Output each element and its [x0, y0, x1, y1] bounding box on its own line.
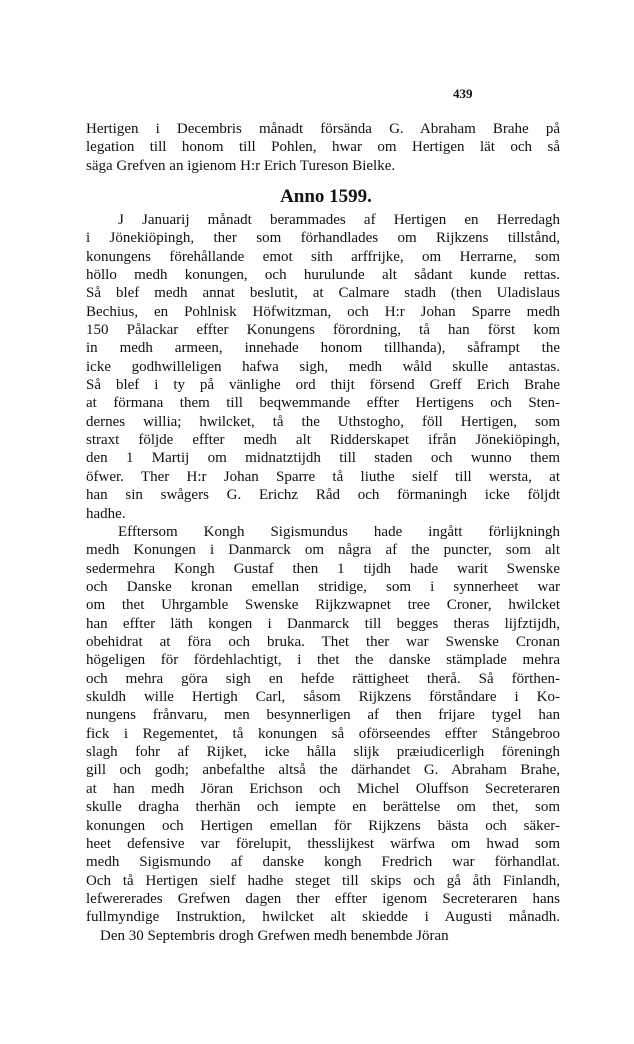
text-line: hadhe. — [86, 505, 126, 522]
text-line: och mehra göra sigh en hefde rättigheet therå. Så förthen- — [86, 670, 560, 687]
heading-text: Anno 1599. — [280, 186, 372, 207]
text-line: Hertigen i Decembris månadt försända G. Abraham Brahe på — [86, 121, 560, 137]
intro-paragraph — [86, 120, 560, 175]
text-line: J Januarij månadt berammades af Hertigen en Herredagh — [118, 212, 560, 228]
text-line: och Danske kronan emellan stridige, som i synnerheet war — [86, 579, 560, 596]
text-line: sedermehra Kongh Gustaf then 1 tijdh hade warit Swenske — [86, 560, 560, 577]
text-line: legation till honom till Pohlen, hwar om Hertigen lät och så — [86, 139, 560, 156]
year-heading — [0, 186, 634, 208]
text-line: icke godhwilleligen hafwa sigh, medh wåld skulle antastas. — [86, 358, 560, 375]
text-line: straxt följde effter medh alt Ridderskapet ifrån Jönekiöpingh, — [86, 432, 560, 449]
text-line: obehidrat at föra och bruka. Thet ther war Swenske Cronan — [86, 634, 560, 651]
text-line: höllo medh konungen, och hurulunde alt sådant kunde rettas. — [86, 267, 560, 284]
text-line: han sin swågers G. Erichz Råd och förmaningh icke följdt — [86, 487, 560, 504]
text-line: at han medh Jöran Erichson och Michel Oluffson Secreteraren — [86, 780, 560, 797]
text-line: dernes willia; hwilcket, tå the Uthstogho, föll Hertigen, som — [86, 413, 560, 430]
text-line: högeligen för fördehlachtigt, i thet the danske stämplade mehra — [86, 652, 560, 669]
text-line: in medh armeen, innehade honom tillhanda), såframpt the — [86, 340, 560, 357]
text-line: säga Grefven an igienom H:r Erich Tureson Bielke. — [86, 157, 396, 174]
text-line: at förmana them till beqwemmande effter Hertigens och Sten- — [86, 395, 560, 412]
text-line: heet defensive var förelupit, thesslijkest wärfwa om hwad som — [86, 835, 560, 852]
text-line: fick i Regementet, tå konungen så oförseendes effter Stångebroo — [86, 725, 560, 742]
text-line: Och tå Hertigen sielf hadhe steget till skips och gå åth Finlandh, — [86, 872, 560, 889]
paragraph-sigismundus — [86, 523, 560, 945]
text-line: medh Sigismundo af danske kongh Fredrich war förhandlat. — [86, 854, 560, 871]
text-line: konungens förehållande emot sith arffrijke, om Herrarne, som — [86, 248, 560, 265]
text-line: medh Konungen i Danmarck om några af the puncter, som alt — [86, 542, 560, 559]
text-line: den 1 Martij om midnatztijdh till staden och wunno them — [86, 450, 560, 467]
text-line: konungen och Hertigen emellan för Rijkzens bästa och säker- — [86, 817, 560, 834]
text-line: nungens frånvaru, men besynnerligen af then frijare tygel han — [86, 707, 560, 724]
page-number: 439 — [453, 86, 473, 101]
text-line: om thet Uhrgamble Swenske Rijkzwapnet tree Croner, hwilcket — [86, 597, 560, 614]
text-line: slagh fohr af Rijket, icke hålla slijk præiudicerligh föreningh — [86, 744, 560, 761]
text-line: Så blef medh annat beslutit, at Calmare stadh (then Uladislaus — [86, 285, 560, 302]
text-line: fullmyndige Instruktion, hwilcket alt skiedde i Augusti månadh. — [86, 909, 560, 926]
text-line: 150 Pålackar effter Konungens förordning, tå han först kom — [86, 322, 560, 339]
text-line: Så blef i ty på vänlighe ord thijt försend Greff Erich Brahe — [86, 377, 560, 394]
text-line: Bechius, en Pohlnisk Höfwitzman, och H:r Johan Sparre medh — [86, 303, 560, 320]
text-line: skuldh wille Hertigh Carl, såsom Rijkzens förståndare i Ko- — [86, 689, 560, 706]
text-line: Efftersom Kongh Sigismundus hade ingått förlijkningh — [118, 524, 560, 540]
text-line: Den 30 Septembris drogh Grefwen medh benembde Jöran — [100, 927, 449, 944]
text-line: öfwer. Ther H:r Johan Sparre tå liuthe sielf till wersta, at — [86, 468, 560, 485]
text-line: i Jönekiöpingh, ther som förhandlades om Rijkzens tillstånd, — [86, 230, 560, 247]
text-line: skulle dragha therhän och iempte en berättelse om thet, som — [86, 799, 560, 816]
text-line: lefwererades Grefwen dagen ther effter igenom Secreteraren hans — [86, 890, 560, 907]
paragraph-herredag — [86, 211, 560, 523]
text-line: gill och godh; anbefalthe altså the därhandet G. Abraham Brahe, — [86, 762, 560, 779]
text-line: han effter läth kongen i Danmarck till begges theras lijfztijdh, — [86, 615, 560, 632]
